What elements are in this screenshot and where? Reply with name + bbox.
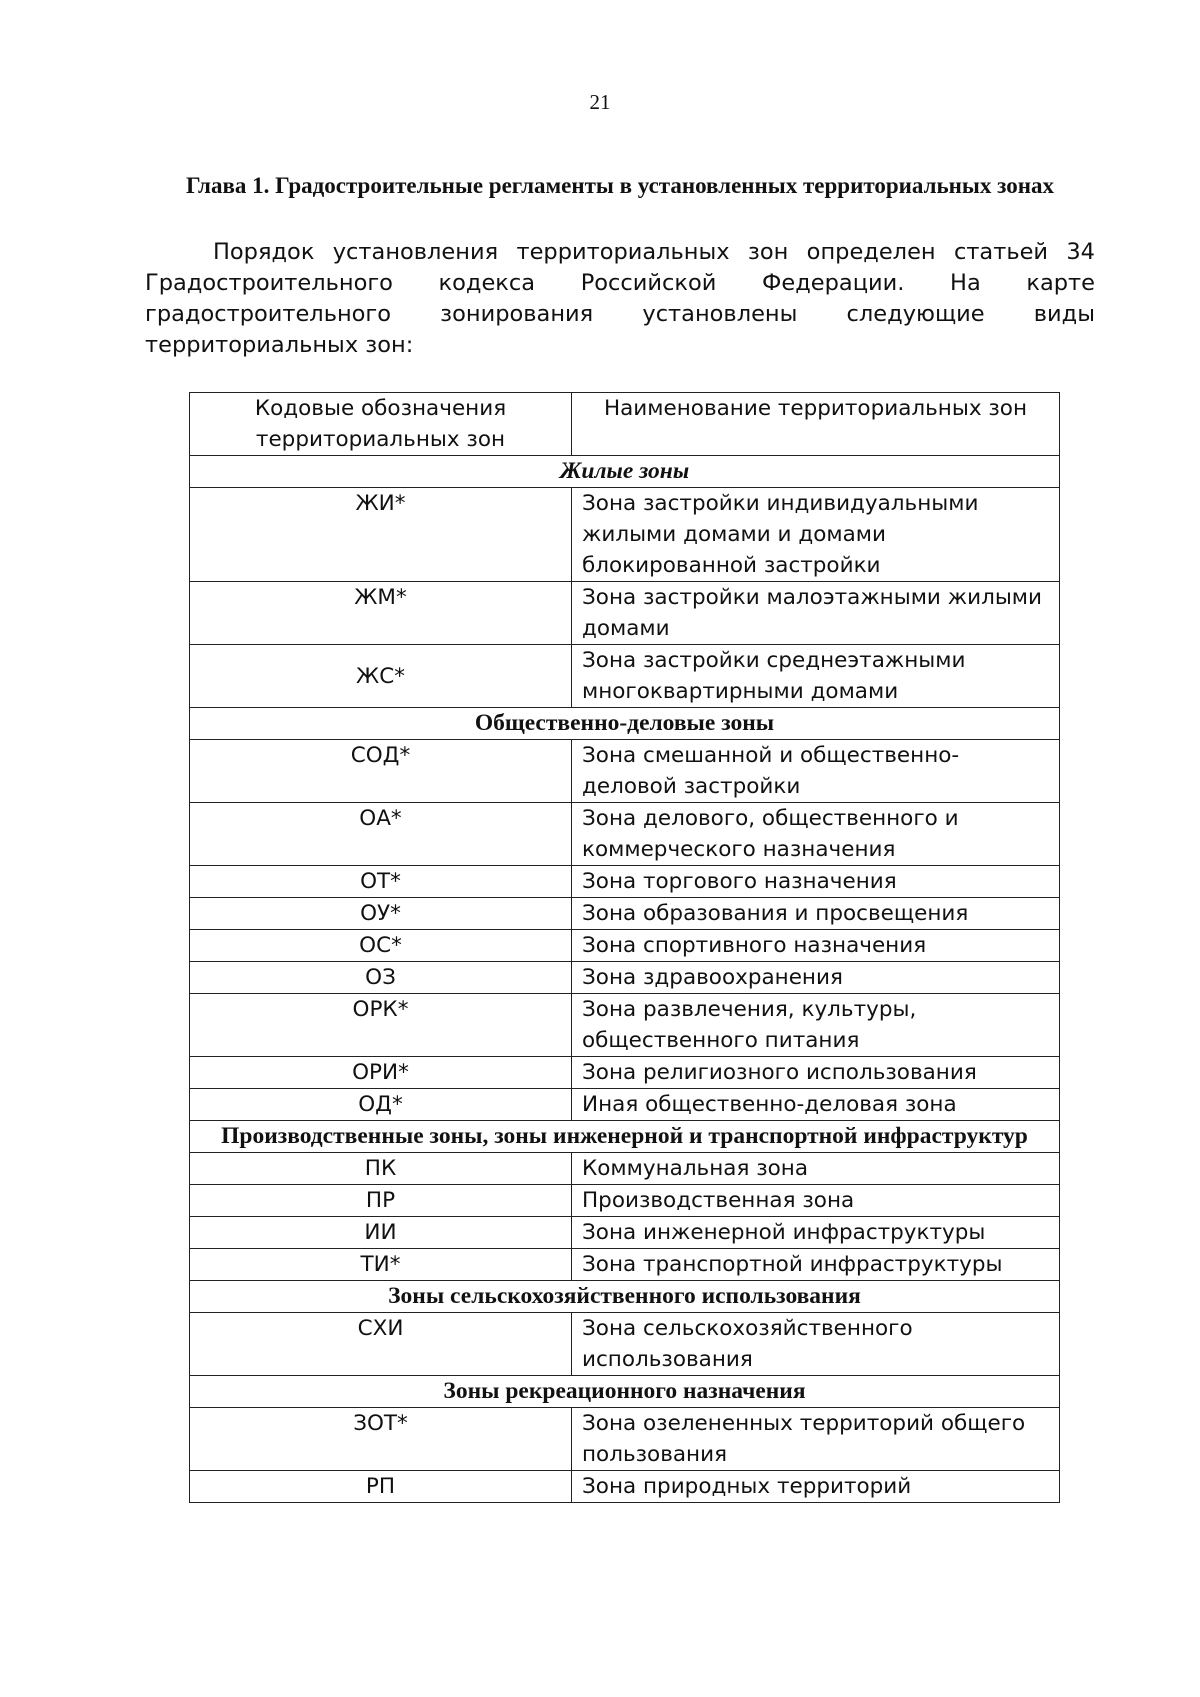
zone-code: ТИ* (190, 1249, 572, 1281)
zone-name: Зона инженерной инфраструктуры (572, 1217, 1060, 1249)
table-row (190, 740, 1060, 803)
zone-name: Зона смешанной и общественно-деловой застройки (572, 740, 1060, 803)
table-row (190, 1089, 1060, 1121)
zone-code: ЖИ* (190, 488, 572, 582)
zone-name: Зона озелененных территорий общего пользования (572, 1408, 1060, 1471)
table-row (190, 1217, 1060, 1249)
zone-name: Зона застройки индивидуальными жилыми домами и домами блокированной застройки (572, 488, 1060, 582)
group-row (190, 456, 1060, 488)
header-name-cell: Наименование территориальных зон (572, 393, 1060, 456)
group-row (190, 1281, 1060, 1313)
table-row (190, 898, 1060, 930)
zone-name: Зона сельскохозяйственного использования (572, 1313, 1060, 1376)
zone-code: ОА* (190, 803, 572, 866)
table-row (190, 1185, 1060, 1217)
group-row (190, 708, 1060, 740)
zone-name: Зона образования и просвещения (572, 898, 1060, 930)
zone-code: ЖМ* (190, 582, 572, 645)
zone-name: Зона здравоохранения (572, 962, 1060, 994)
zone-name: Коммунальная зона (572, 1153, 1060, 1185)
zone-code: РП (190, 1471, 572, 1503)
table-header-row (190, 393, 1060, 456)
zone-code: ПР (190, 1185, 572, 1217)
zone-code: ОРК* (190, 994, 572, 1057)
chapter-title: Глава 1. Градостроительные регламенты в установленных территориальных зонах (186, 173, 1054, 198)
zone-code: ОД* (190, 1089, 572, 1121)
zone-code: ИИ (190, 1217, 572, 1249)
group-title: Производственные зоны, зоны инженерной и транспортной инфраструктур (190, 1121, 1060, 1153)
table-row (190, 1153, 1060, 1185)
zone-name: Иная общественно-деловая зона (572, 1089, 1060, 1121)
group-row (190, 1121, 1060, 1153)
zone-code: ПК (190, 1153, 572, 1185)
table-row (190, 930, 1060, 962)
zone-name: Зона делового, общественного и коммерческого назначения (572, 803, 1060, 866)
zones-table (189, 392, 1060, 1503)
table-row (190, 866, 1060, 898)
table-row (190, 1249, 1060, 1281)
zone-name: Зона спортивного назначения (572, 930, 1060, 962)
zone-name: Зона застройки среднеэтажными многоквартирными домами (572, 645, 1060, 708)
zone-name: Зона развлечения, культуры, общественного питания (572, 994, 1060, 1057)
table-row (190, 582, 1060, 645)
page-number: 21 (589, 90, 611, 114)
table-row (190, 994, 1060, 1057)
table-row (190, 1313, 1060, 1376)
zone-code: ЖС* (190, 645, 572, 708)
table-row (190, 1408, 1060, 1471)
zone-name: Зона религиозного использования (572, 1057, 1060, 1089)
group-title: Зоны рекреационного назначения (190, 1376, 1060, 1408)
zone-code: СОД* (190, 740, 572, 803)
zone-name: Зона природных территорий (572, 1471, 1060, 1503)
zone-name: Производственная зона (572, 1185, 1060, 1217)
zone-code: ОРИ* (190, 1057, 572, 1089)
zone-name: Зона торгового назначения (572, 866, 1060, 898)
table-row (190, 488, 1060, 582)
table-row (190, 962, 1060, 994)
group-title: Общественно-деловые зоны (190, 708, 1060, 740)
zone-code: СХИ (190, 1313, 572, 1376)
header-code-cell: Кодовые обозначения территориальных зон (190, 393, 572, 456)
zone-name: Зона транспортной инфраструктуры (572, 1249, 1060, 1281)
table-row (190, 645, 1060, 708)
zone-code: ОТ* (190, 866, 572, 898)
zone-code: ОУ* (190, 898, 572, 930)
table-row (190, 1471, 1060, 1503)
intro-paragraph: Порядок установления территориальных зон определен статьей 34 Градостроительного кодекса Российской Федерации. На карте градостроительного зонирования установлены следующие виды территориальных зон: (145, 239, 1095, 358)
zone-name: Зона застройки малоэтажными жилыми домами (572, 582, 1060, 645)
zone-code: ЗОТ* (190, 1408, 572, 1471)
zone-code: ОЗ (190, 962, 572, 994)
zone-code: ОС* (190, 930, 572, 962)
table-row (190, 803, 1060, 866)
table-row (190, 1057, 1060, 1089)
group-row (190, 1376, 1060, 1408)
group-title: Зоны сельскохозяйственного использования (190, 1281, 1060, 1313)
group-title: Жилые зоны (190, 456, 1060, 488)
